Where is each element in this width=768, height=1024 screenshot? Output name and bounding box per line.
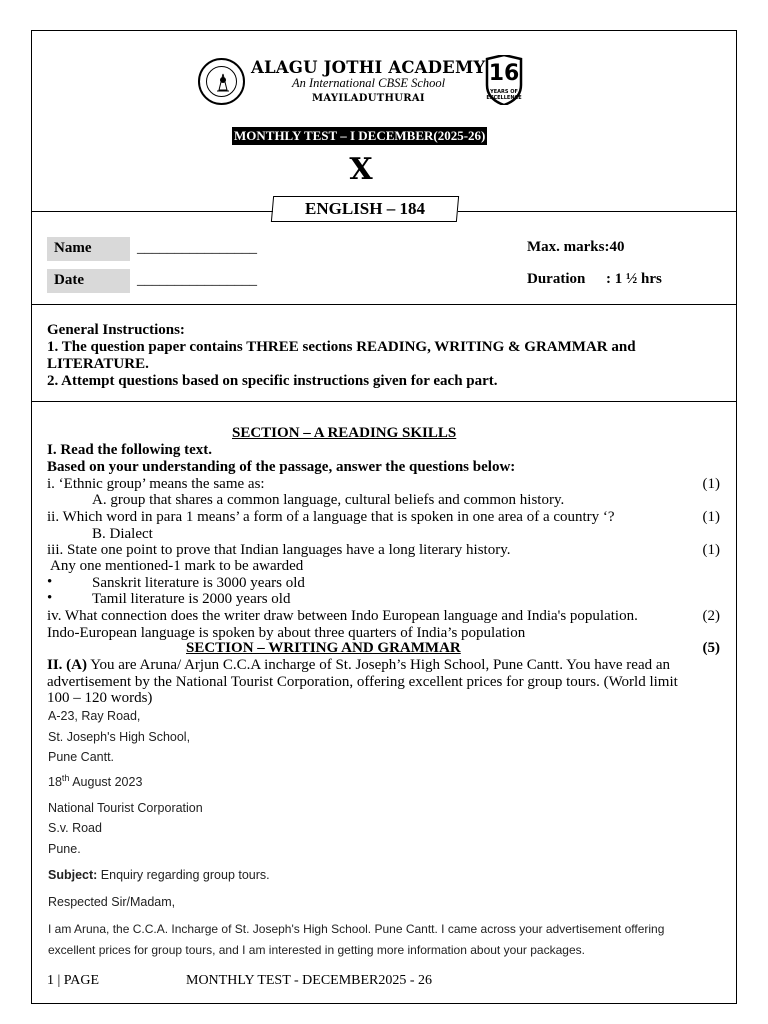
- letter-address-3: Pune Cantt.: [48, 750, 115, 764]
- question-3: iii. State one point to prove that Indian languages have a long literary history.: [47, 542, 511, 558]
- instruction-1: 1. The question paper contains THREE sections READING, WRITING & GRAMMAR and LITERATURE.: [47, 339, 636, 372]
- section-b-title: SECTION – WRITING AND GRAMMAR: [186, 640, 461, 656]
- section-a-intro: I. Read the following text.: [47, 442, 212, 458]
- letter-subject-text: Enquiry regarding group tours.: [97, 868, 270, 882]
- answer-4: Indo-European language is spoken by about three quarters of India’s population: [47, 625, 526, 641]
- letter-recipient-2: S.v. Road: [48, 821, 102, 835]
- school-city: MAYILADUTHURAI: [312, 93, 425, 104]
- question-2a-line-3: 100 – 120 words): [47, 690, 153, 706]
- instruction-2: 2. Attempt questions based on specific instructions given for each part.: [47, 373, 498, 389]
- letter-date-day: 18: [48, 775, 62, 790]
- letter-date-suffix: th: [61, 773, 70, 783]
- question-2a-line-2: advertisement by the National Tourist Corporation, offering excellent prices for group tours. (World limit: [47, 674, 678, 690]
- years-badge-label: YEARS OF EXCELLENCE: [486, 89, 522, 101]
- section-a-instruction: Based on your understanding of the passage, answer the questions below:: [47, 459, 516, 475]
- bullet-icon: •: [47, 590, 53, 606]
- section-a-title: SECTION – A READING SKILLS: [232, 425, 457, 441]
- letter-subject-label: Subject:: [48, 868, 98, 882]
- footer-test: MONTHLY TEST - DECEMBER2025 - 26: [186, 973, 433, 988]
- answer-3-note: Any one mentioned-1 mark to be awarded: [50, 558, 304, 574]
- letter-date-rest: August 2023: [69, 775, 143, 790]
- answer-2: B. Dialect: [92, 526, 153, 542]
- instructions-heading: General Instructions:: [47, 322, 185, 338]
- class-label: X: [349, 152, 373, 187]
- school-tagline: An International CBSE School: [292, 76, 446, 90]
- duration-value: : 1 ½ hrs: [606, 271, 662, 287]
- letter-recipient-3: Pune.: [48, 842, 81, 856]
- header-divider-right: [458, 211, 737, 212]
- answer-3-point-1: Sanskrit literature is 3000 years old: [92, 575, 305, 591]
- fields-divider: [31, 304, 737, 305]
- years-badge-number: 16: [488, 61, 520, 86]
- instructions-divider: [31, 401, 737, 402]
- name-field[interactable]: ________________: [137, 240, 257, 256]
- answer-3-point-2: Tamil literature is 2000 years old: [92, 591, 291, 607]
- question-1: i. ‘Ethnic group’ means the same as:: [47, 476, 265, 492]
- header-divider-left: [31, 211, 273, 212]
- letter-subject: [48, 868, 270, 882]
- letter-body-2: excellent prices for group tours, and I am interested in getting more information about your packages.: [48, 943, 585, 957]
- letter-address-1: A-23, Ray Road,: [48, 709, 141, 723]
- letter-date: [48, 773, 142, 789]
- footer-page: 1 | PAGE: [47, 973, 100, 988]
- section-b-marks: (5): [702, 640, 720, 656]
- max-marks: Max. marks:40: [527, 239, 625, 255]
- answer-1: A. group that shares a common language, cultural beliefs and common history.: [92, 492, 565, 508]
- question-2a-label: II. (A): [47, 657, 87, 673]
- test-title: MONTHLY TEST – I DECEMBER(2025-26): [234, 128, 486, 143]
- question-2a: [47, 657, 670, 674]
- question-1-marks: (1): [702, 476, 720, 492]
- question-2a-text: You are Aruna/ Arjun C.C.A incharge of St. Joseph’s High School, Pune Cantt. You have read an: [87, 657, 671, 673]
- date-field[interactable]: ________________: [137, 272, 257, 288]
- letter-salutation: Respected Sir/Madam,: [48, 895, 176, 909]
- date-label: Date: [47, 269, 130, 293]
- question-3-marks: (1): [702, 542, 720, 558]
- letter-body-1: I am Aruna, the C.C.A. Incharge of St. Joseph's High School. Pune Cantt. I came across your advertisement offering: [48, 922, 665, 936]
- question-2: ii. Which word in para 1 means’ a form of a language that is spoken in one area of a country ‘?: [47, 509, 615, 525]
- duration-label: Duration: [527, 271, 586, 287]
- letter-recipient-1: National Tourist Corporation: [48, 801, 203, 815]
- bullet-icon: •: [47, 574, 53, 590]
- years-badge: [483, 55, 525, 105]
- subject-label: ENGLISH – 184: [305, 199, 425, 218]
- question-2-marks: (1): [702, 509, 720, 525]
- school-seal-logo: [198, 58, 245, 105]
- name-label: Name: [47, 237, 130, 261]
- school-name: ALAGU JOTHI ACADEMY: [251, 58, 486, 77]
- question-4: iv. What connection does the writer draw between Indo European language and India's population.: [47, 608, 638, 624]
- question-4-marks: (2): [702, 608, 720, 624]
- letter-address-2: St. Joseph's High School,: [48, 730, 191, 744]
